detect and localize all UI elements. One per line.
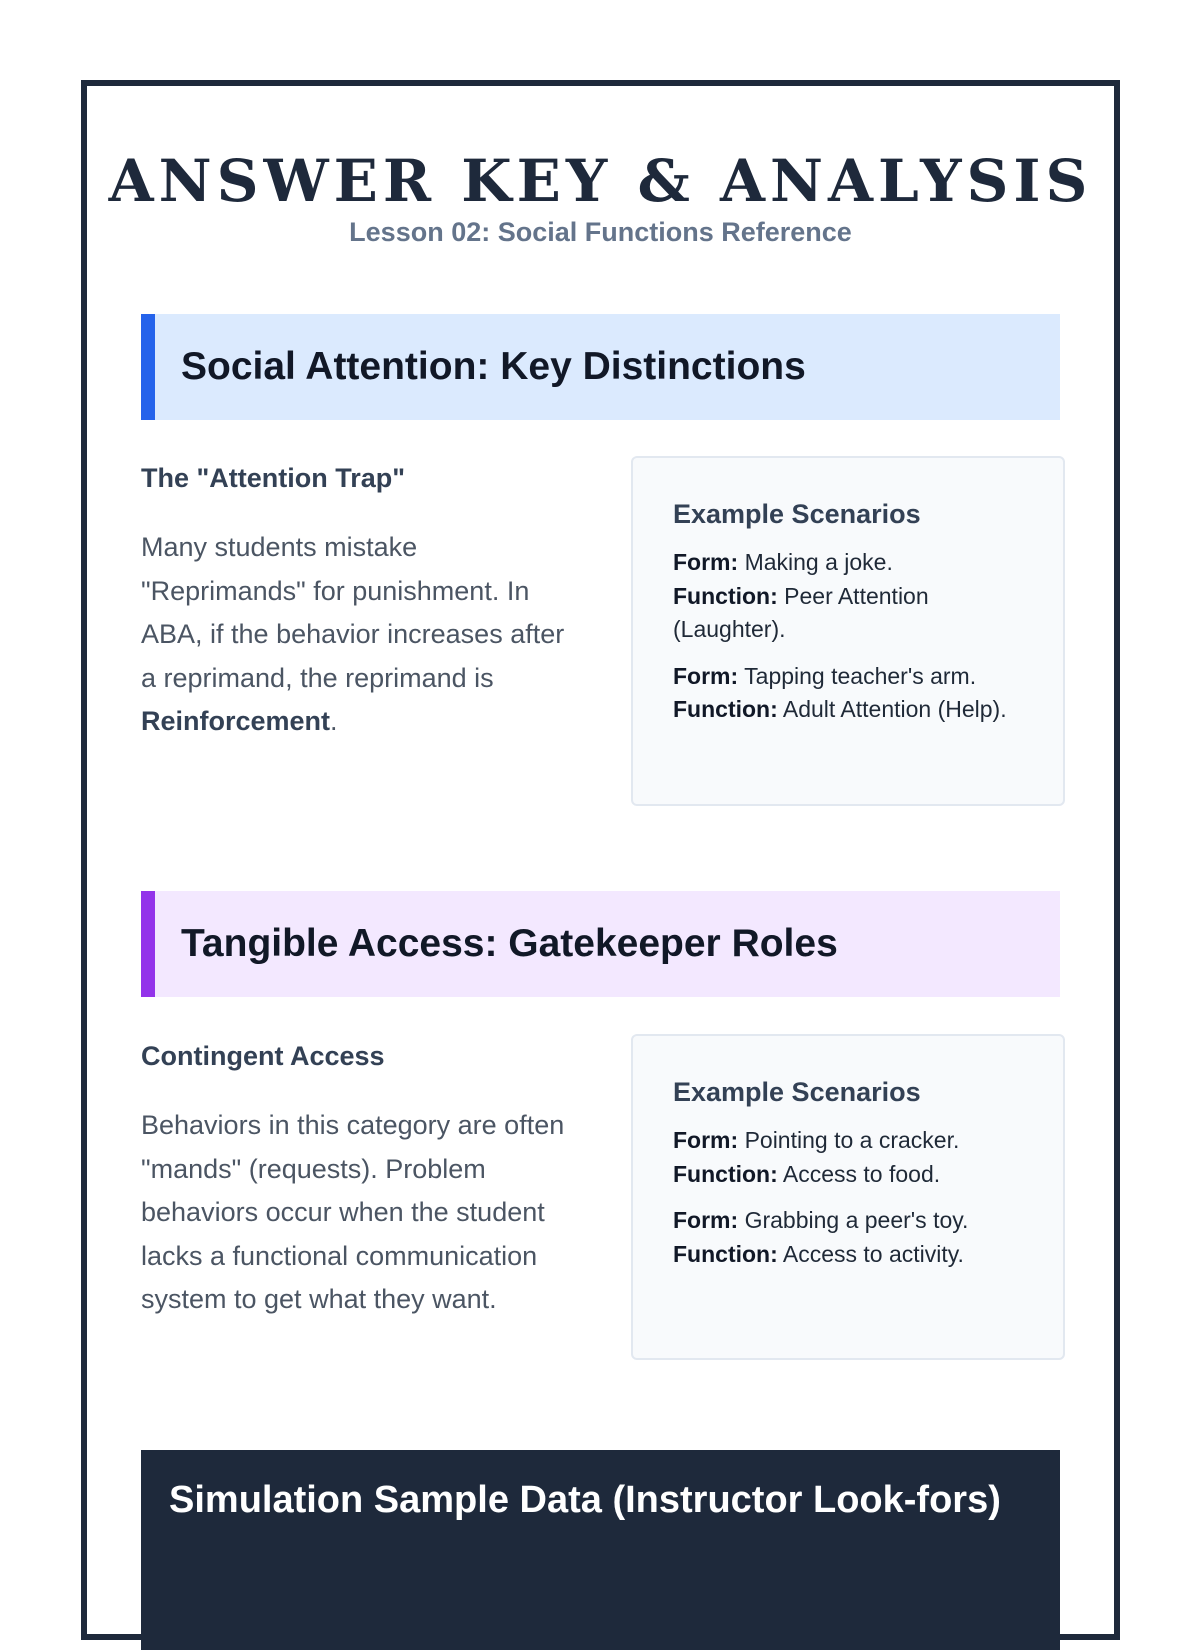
scenario-item [673, 1124, 1023, 1191]
form-value: Pointing to a cracker. [744, 1127, 960, 1153]
example-scenarios-box [631, 456, 1065, 806]
explanation-text-end: . [330, 706, 338, 736]
example-scenarios-heading: Example Scenarios [673, 1077, 921, 1107]
example-scenarios-heading: Example Scenarios [673, 499, 921, 529]
section-heading: Social Attention: Key Distinctions [181, 345, 806, 388]
scenario-item [673, 1204, 1023, 1271]
function-label: Function: [673, 1240, 778, 1267]
form-label: Form: [673, 1127, 739, 1153]
form-label: Form: [673, 549, 739, 575]
explanation-text [141, 526, 571, 744]
example-scenarios-box [631, 1034, 1065, 1360]
form-value: Tapping teacher's arm. [744, 662, 977, 689]
function-value: Adult Attention (Help). [782, 696, 1007, 722]
function-label: Function: [673, 582, 778, 609]
explanation-bold-term: Reinforcement [141, 706, 331, 736]
scenario-item [673, 546, 1023, 647]
page-title: ANSWER KEY & ANALYSIS [108, 147, 1093, 215]
section-heading: Tangible Access: Gatekeeper Roles [181, 922, 838, 965]
explanation-text-part: Many students mistake "Reprimands" for punishment. In ABA, if the behavior increases after a reprimand, the reprimand is [141, 532, 565, 693]
attention-trap-explanation [141, 460, 571, 744]
form-value: Grabbing a peer's toy. [744, 1207, 969, 1233]
form-label: Form: [673, 662, 739, 689]
answer-key-page [81, 80, 1120, 1640]
function-value: Access to activity. [782, 1240, 964, 1267]
form-label: Form: [673, 1207, 739, 1233]
contingent-access-explanation [141, 1038, 571, 1322]
subheading: Contingent Access [141, 1041, 385, 1071]
simulation-sample-data-header [141, 1450, 1060, 1650]
form-value: Making a joke. [744, 549, 893, 575]
page-subtitle: Lesson 02: Social Functions Reference [349, 217, 852, 247]
function-label: Function: [673, 696, 778, 722]
explanation-text: Behaviors in this category are often "mands" (requests). Problem behaviors occur when the student lacks a functional communication system to get what they want. [141, 1110, 565, 1314]
scenario-item [673, 660, 1023, 727]
function-label: Function: [673, 1160, 778, 1187]
section-header-tangible-access [141, 891, 1060, 997]
function-value: Peer Attention (Laughter). [673, 582, 929, 642]
section-header-social-attention [141, 314, 1060, 420]
simulation-heading: Simulation Sample Data (Instructor Look-fors) [169, 1479, 1001, 1521]
subheading: The "Attention Trap" [141, 463, 406, 493]
function-value: Access to food. [782, 1160, 941, 1187]
